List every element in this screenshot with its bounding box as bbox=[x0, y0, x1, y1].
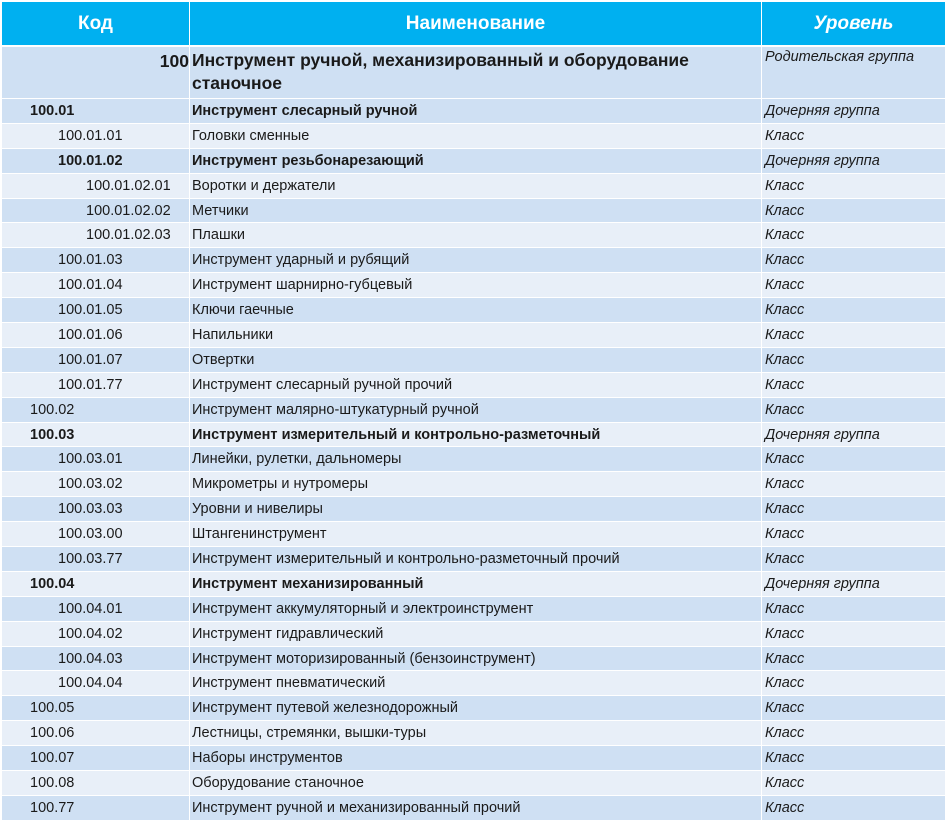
table-row bbox=[2, 398, 945, 423]
table-row bbox=[2, 423, 945, 448]
row-code: 100.03.03 bbox=[2, 497, 190, 521]
row-name: Инструмент шарнирно-губцевый bbox=[190, 273, 762, 297]
row-level: Класс bbox=[765, 750, 805, 767]
row-code: 100.77 bbox=[2, 796, 190, 820]
row-level: Класс bbox=[765, 600, 805, 617]
table-row bbox=[2, 149, 945, 174]
row-name: Инструмент слесарный ручной bbox=[190, 99, 762, 123]
table-row bbox=[2, 124, 945, 149]
row-level: Класс bbox=[765, 650, 805, 667]
table-row bbox=[2, 721, 945, 746]
row-name: Напильники bbox=[190, 323, 762, 347]
row-code: 100.01.02.01 bbox=[2, 174, 190, 198]
row-name: Уровни и нивелиры bbox=[190, 497, 762, 521]
table-row bbox=[2, 223, 945, 248]
table-row bbox=[2, 174, 945, 199]
row-name: Инструмент резьбонарезающий bbox=[190, 149, 762, 173]
row-code: 100.01.02 bbox=[2, 149, 190, 173]
table-row bbox=[2, 472, 945, 497]
row-name: Инструмент ручной и механизированный прочий bbox=[190, 796, 762, 820]
row-code: 100.01.04 bbox=[2, 273, 190, 297]
row-name: Метчики bbox=[190, 199, 762, 223]
row-name: Воротки и держатели bbox=[190, 174, 762, 198]
row-level: Класс bbox=[765, 302, 805, 319]
row-code: 100.03.00 bbox=[2, 522, 190, 546]
root-name: Инструмент ручной, механизированный и оборудование станочное bbox=[190, 47, 762, 98]
header-level: Уровень bbox=[813, 12, 894, 34]
row-name: Инструмент путевой железнодорожный bbox=[190, 696, 762, 720]
row-code: 100.04 bbox=[2, 572, 190, 596]
row-level: Класс bbox=[765, 700, 805, 717]
row-level: Класс bbox=[765, 501, 805, 518]
table-row bbox=[2, 199, 945, 224]
row-level: Класс bbox=[765, 799, 805, 816]
table-row bbox=[2, 273, 945, 298]
table-row bbox=[2, 497, 945, 522]
row-code: 100.01.05 bbox=[2, 298, 190, 322]
row-level: Класс bbox=[765, 526, 805, 543]
row-code: 100.01.03 bbox=[2, 248, 190, 272]
row-level: Дочерняя группа bbox=[765, 575, 880, 592]
row-code: 100.03.77 bbox=[2, 547, 190, 571]
row-name: Плашки bbox=[190, 223, 762, 247]
row-name: Микрометры и нутромеры bbox=[190, 472, 762, 496]
row-code: 100.03.01 bbox=[2, 447, 190, 471]
table-row bbox=[2, 597, 945, 622]
table-row bbox=[2, 348, 945, 373]
table-row bbox=[2, 746, 945, 771]
row-code: 100.01.02.03 bbox=[2, 223, 190, 247]
table-row bbox=[2, 447, 945, 472]
row-name: Головки сменные bbox=[190, 124, 762, 148]
row-code: 100.04.04 bbox=[2, 671, 190, 695]
table-row bbox=[2, 572, 945, 597]
row-level: Класс bbox=[765, 476, 805, 493]
row-name: Инструмент аккумуляторный и электроинструмент bbox=[190, 597, 762, 621]
header-code: Код bbox=[2, 2, 190, 45]
table-row bbox=[2, 99, 945, 124]
row-level: Класс bbox=[765, 127, 805, 144]
row-name: Инструмент измерительный и контрольно-разметочный bbox=[190, 423, 762, 447]
row-name: Оборудование станочное bbox=[190, 771, 762, 795]
row-name: Инструмент ударный и рубящий bbox=[190, 248, 762, 272]
row-code: 100.01.02.02 bbox=[2, 199, 190, 223]
table-row bbox=[2, 796, 945, 821]
row-level: Дочерняя группа bbox=[765, 102, 880, 119]
row-code: 100.01 bbox=[2, 99, 190, 123]
row-level: Дочерняя группа bbox=[765, 152, 880, 169]
row-name: Инструмент измерительный и контрольно-разметочный прочий bbox=[190, 547, 762, 571]
row-name: Наборы инструментов bbox=[190, 746, 762, 770]
row-name: Ключи гаечные bbox=[190, 298, 762, 322]
row-level: Класс bbox=[765, 227, 805, 244]
row-level: Класс bbox=[765, 774, 805, 791]
table-row bbox=[2, 298, 945, 323]
row-name: Лестницы, стремянки, вышки-туры bbox=[190, 721, 762, 745]
row-code: 100.04.03 bbox=[2, 647, 190, 671]
row-code: 100.01.06 bbox=[2, 323, 190, 347]
root-code: 100 bbox=[2, 47, 190, 98]
row-name: Линейки, рулетки, дальномеры bbox=[190, 447, 762, 471]
row-name: Инструмент слесарный ручной прочий bbox=[190, 373, 762, 397]
row-name: Инструмент моторизированный (бензоинструмент) bbox=[190, 647, 762, 671]
row-name: Инструмент малярно-штукатурный ручной bbox=[190, 398, 762, 422]
row-name: Инструмент механизированный bbox=[190, 572, 762, 596]
root-row bbox=[2, 47, 945, 99]
row-code: 100.08 bbox=[2, 771, 190, 795]
row-level: Дочерняя группа bbox=[765, 426, 880, 443]
row-level: Класс bbox=[765, 675, 805, 692]
table-row bbox=[2, 248, 945, 273]
header-name: Наименование bbox=[190, 2, 762, 45]
table-row bbox=[2, 323, 945, 348]
table-row bbox=[2, 622, 945, 647]
table-header bbox=[2, 2, 945, 47]
row-name: Инструмент гидравлический bbox=[190, 622, 762, 646]
row-level: Класс bbox=[765, 351, 805, 368]
table-row bbox=[2, 671, 945, 696]
row-level: Класс bbox=[765, 177, 805, 194]
row-code: 100.01.01 bbox=[2, 124, 190, 148]
row-code: 100.04.01 bbox=[2, 597, 190, 621]
table-row bbox=[2, 373, 945, 398]
row-name: Отвертки bbox=[190, 348, 762, 372]
row-code: 100.02 bbox=[2, 398, 190, 422]
row-level: Класс bbox=[765, 451, 805, 468]
row-level: Класс bbox=[765, 202, 805, 219]
row-code: 100.06 bbox=[2, 721, 190, 745]
table-row bbox=[2, 522, 945, 547]
row-name: Штангенинструмент bbox=[190, 522, 762, 546]
root-level: Родительская группа bbox=[765, 49, 915, 65]
row-level: Класс bbox=[765, 401, 805, 418]
row-code: 100.04.02 bbox=[2, 622, 190, 646]
table-row bbox=[2, 547, 945, 572]
table-row bbox=[2, 696, 945, 721]
row-level: Класс bbox=[765, 625, 805, 642]
row-level: Класс bbox=[765, 277, 805, 294]
table-row bbox=[2, 647, 945, 672]
row-level: Класс bbox=[765, 376, 805, 393]
table-row bbox=[2, 771, 945, 796]
row-level: Класс bbox=[765, 725, 805, 742]
classification-table bbox=[2, 2, 945, 821]
row-code: 100.07 bbox=[2, 746, 190, 770]
row-code: 100.01.07 bbox=[2, 348, 190, 372]
row-code: 100.05 bbox=[2, 696, 190, 720]
row-code: 100.03.02 bbox=[2, 472, 190, 496]
row-level: Класс bbox=[765, 550, 805, 567]
row-level: Класс bbox=[765, 252, 805, 269]
row-code: 100.01.77 bbox=[2, 373, 190, 397]
row-level: Класс bbox=[765, 326, 805, 343]
row-name: Инструмент пневматический bbox=[190, 671, 762, 695]
row-code: 100.03 bbox=[2, 423, 190, 447]
table-body bbox=[2, 99, 945, 821]
